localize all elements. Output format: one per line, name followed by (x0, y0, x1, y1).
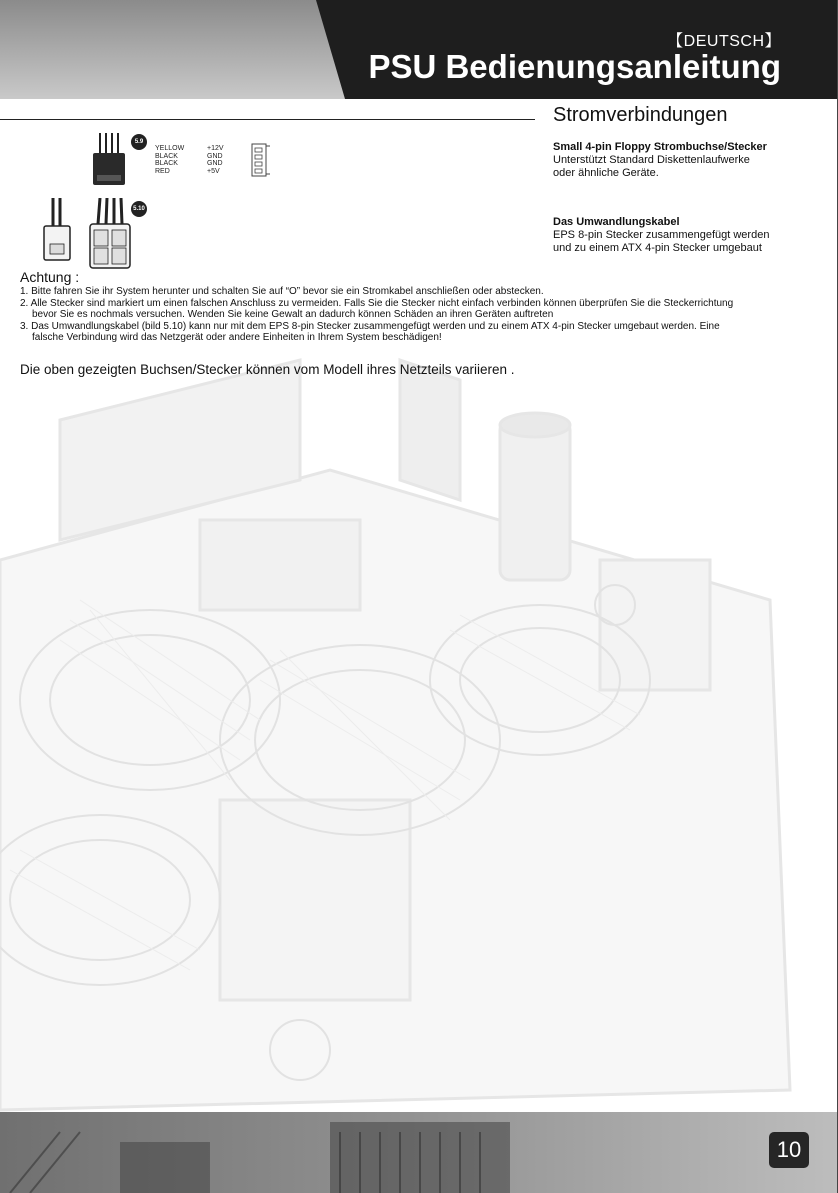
warning-list (20, 286, 830, 344)
conversion-cable-description (553, 216, 823, 255)
conversion-cable-heading: Das Umwandlungskabel (553, 216, 680, 228)
pinout-row: BLACK GND (155, 160, 223, 167)
pinout-row: BLACK GND (155, 152, 223, 160)
floppy-connector-illustration (85, 133, 135, 188)
description-line: oder ähnliche Geräte. (553, 167, 659, 179)
variation-note: Die oben gezeigten Buchsen/Stecker können vom Modell ihres Netzteils variieren . (20, 362, 515, 377)
figure-badge-5-9: 5.9 (131, 134, 147, 150)
floppy-pinout (155, 145, 224, 175)
warning-title: Achtung : (20, 269, 80, 285)
warning-item: 1. Bitte fahren Sie ihr System herunter und schalten Sie auf “O” bevor sie ein Stromkabel anschließen oder abstecken. (20, 286, 544, 297)
page-number: 10 (769, 1132, 809, 1168)
page-title: PSU Bedienungsanleitung (368, 48, 781, 85)
description-line: Unterstützt Standard Diskettenlaufwerke (553, 154, 750, 166)
section-title: Stromverbindungen (553, 104, 728, 126)
section-rule (0, 119, 535, 120)
description-line: EPS 8-pin Stecker zusammengefügt werden (553, 229, 770, 241)
footer-banner (0, 1112, 838, 1193)
warning-item: 3. Das Umwandlungskabel (bild 5.10) kann nur mit dem EPS 8-pin Stecker zusammengefügt werden und zu einem ATX 4-pin Stecker umgebaut werden. Eine falsche Verbindung wird das Netzgerät oder andere Einheiten in Ihrem System beschädigen! (20, 320, 720, 343)
figure-badge-5-10: 5.10 (131, 201, 147, 217)
pinout-row: RED +5V (155, 167, 220, 175)
floppy-description (553, 141, 823, 180)
language-tag: 【DEUTSCH】 (667, 33, 781, 50)
conversion-cable-illustration (38, 198, 138, 270)
floppy-heading: Small 4-pin Floppy Strombuchse/Stecker (553, 141, 767, 153)
pinout-row: YELLOW +12V (155, 145, 224, 152)
description-line: und zu einem ATX 4-pin Stecker umgebaut (553, 242, 762, 254)
warning-item: 2. Alle Stecker sind markiert um einen falschen Anschluss zu vermeiden. Falls Sie die Stecker nicht einfach verbinden können überprüfen Sie die Steckerrichtung bevor Sie es nochmals versuchen. Wenden Sie keine Gewalt an dadurch können Schäden an ihren Geräten auftreten (20, 297, 734, 320)
floppy-socket-diagram (250, 142, 272, 178)
